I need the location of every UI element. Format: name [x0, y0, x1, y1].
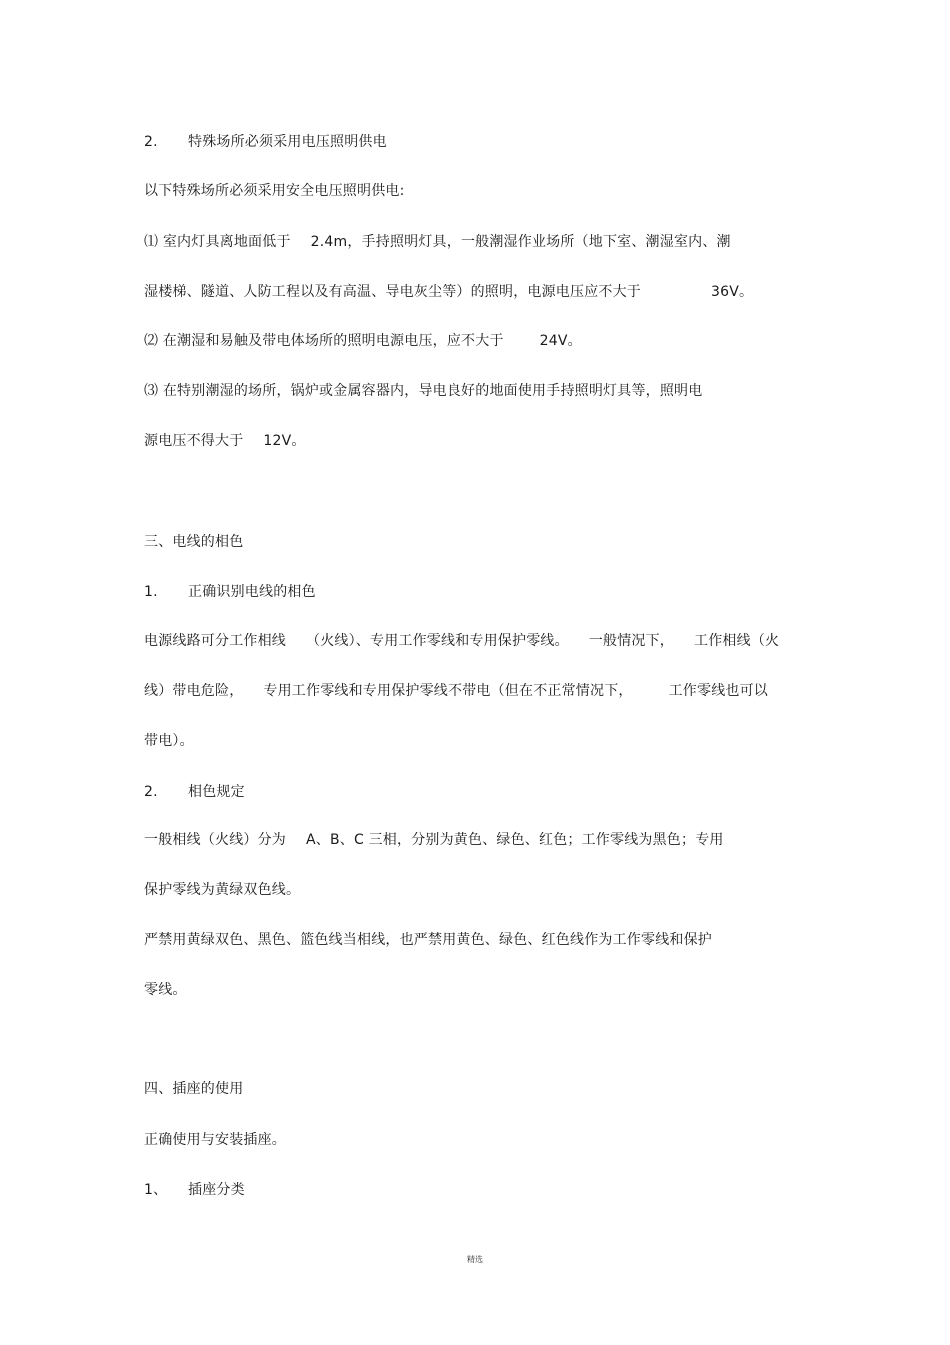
- paragraph-text: ⑵ 在潮湿和易触及带电体场所的照明电源电压，应不大于: [144, 333, 504, 349]
- section-title-text: 三、电线的相色: [144, 534, 244, 550]
- paragraph-text: 零线。: [144, 982, 187, 998]
- paragraph-text: 24V。: [539, 333, 582, 349]
- paragraph-continuation: [144, 682, 768, 700]
- paragraph-text: 源电压不得大于: [144, 433, 244, 449]
- section-title-text: 四、插座的使用: [144, 1081, 244, 1097]
- heading-text: 特殊场所必须采用电压照明供电: [188, 134, 387, 150]
- heading-text: 正确识别电线的相色: [188, 584, 316, 600]
- paragraph-text: 线）带电危险，: [144, 683, 244, 699]
- paragraph: [144, 931, 712, 949]
- heading-text: 相色规定: [188, 784, 245, 800]
- paragraph-continuation: [144, 981, 187, 999]
- paragraph-text: 12V。: [263, 433, 306, 449]
- heading-number: 2.: [144, 134, 158, 150]
- paragraph-text: 一般相线（火线）分为: [144, 832, 286, 848]
- paragraph-continuation: [144, 732, 194, 750]
- paragraph-text: 带电）。: [144, 733, 194, 749]
- paragraph-text: 2.4m，手持照明灯具，一般潮湿作业场所（地下室、潮湿室内、潮: [310, 234, 731, 250]
- paragraph-text: ⑴ 室内灯具离地面低于: [144, 234, 291, 250]
- paragraph-text: 湿楼梯、隧道、人防工程以及有高温、导电灰尘等）的照明，电源电压应不大于: [144, 284, 641, 300]
- paragraph-text: 严禁用黄绿双色、黑色、篮色线当相线，也严禁用黄色、绿色、红色线作为工作零线和保护: [144, 932, 712, 948]
- paragraph: [144, 632, 779, 650]
- list-item: [144, 233, 731, 251]
- section-heading: [144, 133, 387, 151]
- heading-number: 2.: [144, 784, 158, 800]
- paragraph-text: 工作相线（火: [694, 633, 780, 649]
- section-title: [144, 1080, 243, 1098]
- paragraph: [144, 831, 724, 849]
- paragraph-text: A、B、C 三相，分别为黄色、绿色、红色；工作零线为黑色；专用: [306, 832, 724, 848]
- heading-number: 1.: [144, 584, 158, 600]
- paragraph-text: 以下特殊场所必须采用安全电压照明供电:: [144, 183, 405, 199]
- paragraph-text: 一般情况下，: [588, 633, 675, 649]
- section-title: [144, 533, 243, 551]
- paragraph-continuation: [144, 881, 300, 899]
- page-footer: 精选: [467, 1255, 483, 1264]
- heading-text: 插座分类: [188, 1182, 245, 1198]
- paragraph-text: 保护零线为黄绿双色线。: [144, 882, 301, 898]
- subsection-heading: [144, 583, 316, 601]
- list-item: [144, 382, 702, 400]
- paragraph-text: （火线）、专用工作零线和专用保护零线。: [306, 633, 569, 649]
- paragraph-text: 电源线路可分工作相线: [144, 633, 286, 649]
- paragraph: [144, 182, 405, 200]
- subsection-heading: [144, 783, 245, 801]
- subsection-heading: [144, 1181, 245, 1199]
- paragraph: [144, 1131, 286, 1149]
- paragraph-text: 工作零线也可以: [668, 683, 769, 699]
- paragraph-text: 正确使用与安装插座。: [144, 1132, 286, 1148]
- paragraph-text: 专用工作零线和专用保护零线不带电（但在不正常情况下，: [263, 683, 633, 699]
- paragraph-text: ⑶ 在特别潮湿的场所，锅炉或金属容器内，导电良好的地面使用手持照明灯具等，照明电: [144, 383, 703, 399]
- paragraph-text: 36V。: [711, 284, 754, 300]
- heading-number: 1、: [144, 1182, 168, 1198]
- list-item-continuation: [144, 432, 306, 450]
- list-item: [144, 332, 582, 350]
- list-item-continuation: [144, 283, 753, 301]
